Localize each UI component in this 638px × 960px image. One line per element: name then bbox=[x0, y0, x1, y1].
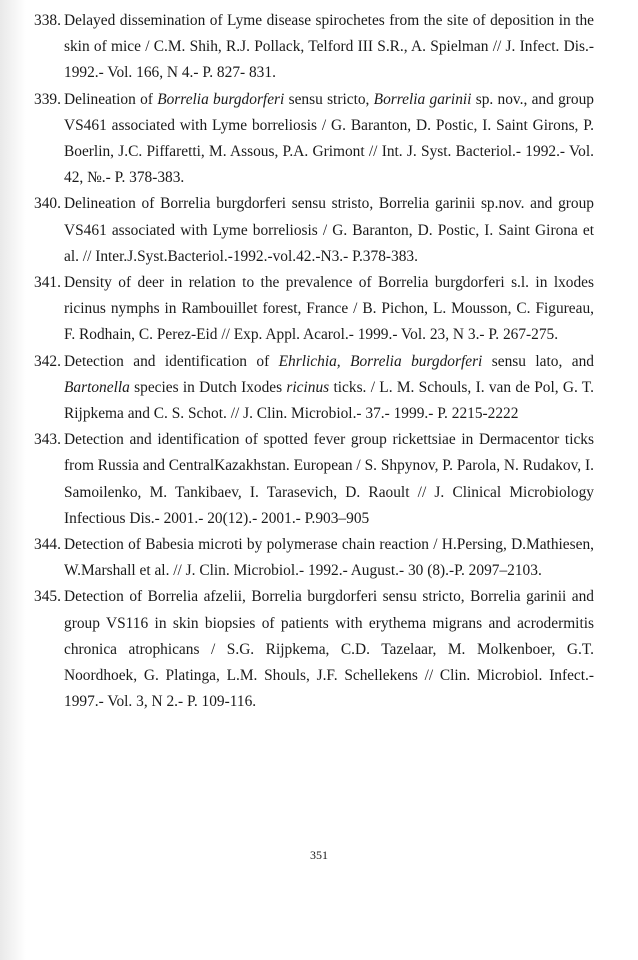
reference-item bbox=[34, 349, 594, 428]
reference-number: 342. bbox=[34, 352, 61, 370]
reference-text-segment: Detection and identification of spotted fever group rickettsiae in Dermacentor ticks from Russia and CentralKazakhstan. European / S. Shpynov, P. Parola, N. Rudakov, I. Samoilenko, M. Tankibaev, I. Tarasevich, D. Raoult // J. Clinical Microbiology Infectious Dis.- 2001.- 20(12).- 2001.- P.903–905 bbox=[64, 431, 594, 527]
reference-item bbox=[34, 427, 594, 532]
reference-item bbox=[34, 8, 594, 87]
reference-text bbox=[64, 431, 594, 527]
page-edge-shadow bbox=[0, 0, 26, 960]
reference-text-italic: Borrelia garinii bbox=[373, 90, 472, 108]
reference-text-segment: Delineation of Borrelia burgdorferi sensu stristo, Borrelia garinii sp.nov. and group VS461 associated with Lyme borreliosis / G. Baranton, D. Postic, I. Saint Girona et al. // Inter.J.Syst.Bacteriol.-1992.-vol.42.-N3.- P.378-383. bbox=[64, 195, 594, 265]
reference-number: 345. bbox=[34, 588, 61, 606]
reference-list bbox=[34, 8, 594, 715]
reference-text bbox=[64, 91, 594, 187]
reference-number: 343. bbox=[34, 431, 61, 449]
reference-text-segment: Density of deer in relation to the prevalence of Borrelia burgdorferi s.l. in lxodes ricinus nymphs in Rambouillet forest, France / B. Pichon, L. Mousson, C. Figureau, F. Rodhain, C. Perez-Eid // Exp. Appl. Acarol.- 1999.- Vol. 23, N 3.- P. 267-275. bbox=[64, 274, 594, 344]
reference-text bbox=[64, 536, 594, 579]
reference-item bbox=[34, 584, 594, 715]
reference-text bbox=[64, 274, 594, 343]
reference-text-segment: Detection of Babesia microti by polymerase chain reaction / H.Persing, D.Mathiesen, W.Marshall et al. // J. Clin. Microbiol.- 1992.- August.- 30 (8).-P. 2097–2103. bbox=[64, 536, 594, 580]
reference-text bbox=[64, 353, 594, 422]
reference-text-segment: Delineation of bbox=[64, 90, 158, 108]
reference-number: 344. bbox=[34, 536, 61, 554]
reference-text-italic: Ehrlichia, Borrelia burgdorferi bbox=[278, 352, 483, 370]
reference-number: 341. bbox=[34, 274, 61, 292]
reference-text-italic: Borrelia burgdorferi bbox=[157, 90, 285, 108]
page-number: 351 bbox=[310, 848, 328, 862]
reference-text-segment: Detection and identification of bbox=[64, 352, 279, 370]
reference-text-italic: ricinus bbox=[286, 378, 330, 396]
reference-text-segment: sensu stricto, bbox=[284, 90, 374, 108]
reference-text-segment: ticks. / L. M. Schouls, I. van de Pol, G. T. Rijpkema and C. S. Schot. // J. Clin. Microbiol.- 37.- 1999.- P. 2215-2222 bbox=[64, 378, 594, 423]
reference-item bbox=[34, 191, 594, 270]
reference-text bbox=[64, 12, 594, 81]
reference-text bbox=[64, 195, 594, 264]
reference-number: 339. bbox=[34, 90, 61, 108]
reference-text-segment: sensu lato, and bbox=[482, 352, 594, 370]
reference-text-segment: Detection of Borrelia afzelii, Borrelia burgdorferi sensu stricto, Borrelia garinii and group VS116 in skin biopsies of patients with erythema migrans and acrodermitis chronica atrophicans / S.G. Rijpkema, C.D. Tazelaar, M. Molkenboer, G.T. Noordhoek, G. Platinga, L.M. Shouls, J.F. Schellekens // Clin. Microbiol. Infect.- 1997.- Vol. 3, N 2.- P. 109-116. bbox=[64, 588, 594, 711]
reference-item bbox=[34, 532, 594, 584]
reference-text-italic: Bartonella bbox=[64, 378, 130, 396]
reference-text-segment: species in Dutch Ixodes bbox=[129, 378, 287, 396]
reference-item bbox=[34, 87, 594, 192]
reference-text bbox=[64, 588, 594, 710]
reference-item bbox=[34, 270, 594, 349]
reference-text-segment: sp. nov., and group VS461 associated with Lyme borreliosis / G. Baranton, D. Postic, I. Saint Girons, P. Boerlin, J.C. Piffaretti, M. Assous, P.A. Grimont // Int. J. Syst. Bacteriol.- 1992.- Vol. 42, №.- P. 378-383. bbox=[64, 90, 594, 187]
reference-number: 340. bbox=[34, 195, 61, 213]
reference-text-segment: Delayed dissemination of Lyme disease spirochetes from the site of deposition in the skin of mice / C.M. Shih, R.J. Pollack, Telford III S.R., A. Spielman // J. Infect. Dis.- 1992.- Vol. 166, N 4.- P. 827- 831. bbox=[64, 12, 594, 82]
reference-number: 338. bbox=[34, 12, 61, 29]
